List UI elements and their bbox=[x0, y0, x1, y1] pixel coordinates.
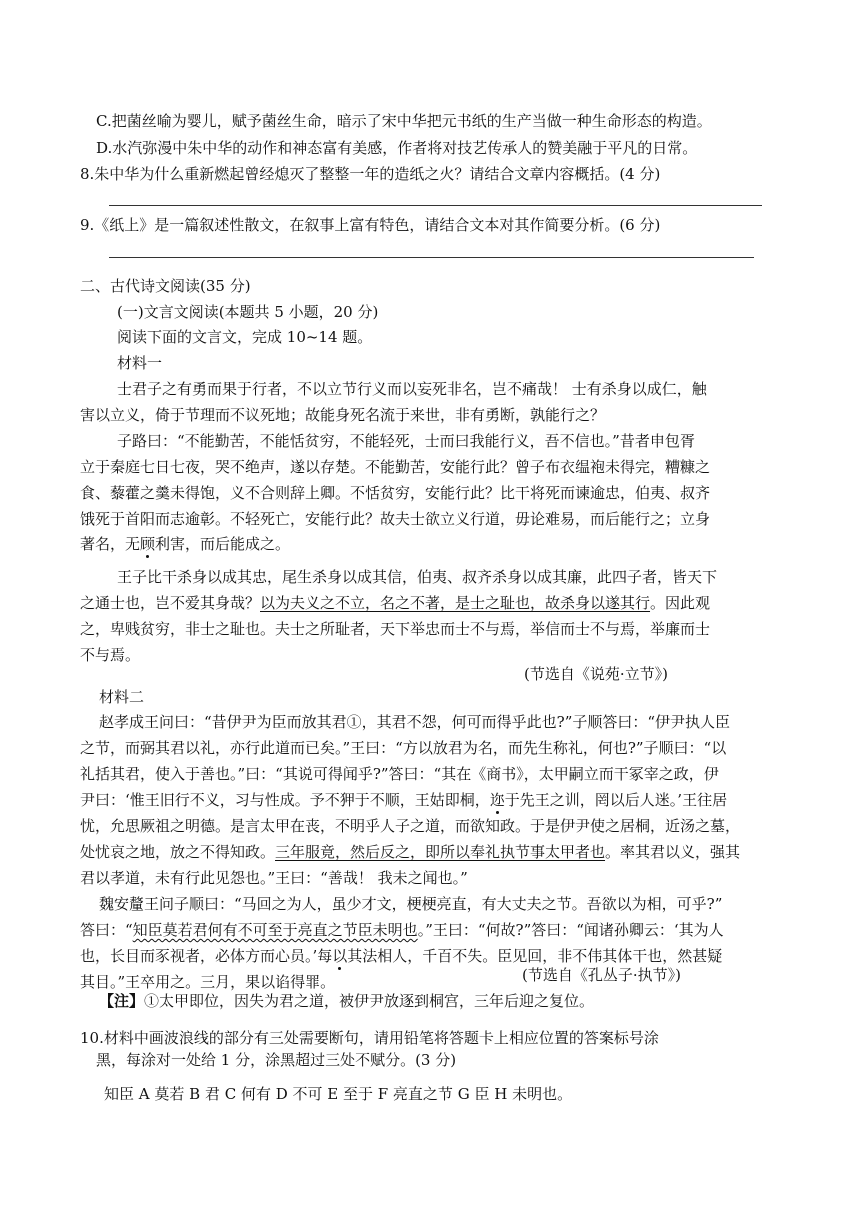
material-2-label: 材料二 bbox=[99, 688, 145, 706]
m1-p3-line1: 王子比干杀身以成其忠，尾生杀身以成其信，伯夷、叔齐杀身以成其廉，此四子者，皆天下 bbox=[117, 568, 718, 586]
dotted-char: 顾 bbox=[140, 535, 156, 553]
answer-line-q9[interactable] bbox=[109, 257, 754, 258]
subsection-title: (一)文言文阅读(本题共 5 小题，20 分) bbox=[117, 303, 379, 321]
m1-p2-line5: 著名，无顾利害，而后能成之。 bbox=[80, 535, 291, 553]
m2-p2-line2: 答曰：“知臣莫若君何有不可至于亮直之节臣未明也。”王曰：“何故?”答曰：“闻诸孙卿云：‘其为人 bbox=[80, 921, 724, 939]
m1-source: (节选自《说苑·立节》) bbox=[524, 665, 668, 683]
m1-p2-line1: 子路曰：“不能勤苦，不能恬贫穷，不能轻死，士而曰我能行义，吾不信也。”昔者申包胥 bbox=[117, 432, 695, 450]
question-8: 8.朱中华为什么重新燃起曾经熄灭了整整一年的造纸之火？请结合文章内容概括。(4 分) bbox=[80, 165, 661, 183]
underlined-sentence: 三年服竟，然后反之，即所以奉礼执节事太甲者也 bbox=[275, 843, 606, 861]
question-10-line1: 10.材料中画波浪线的部分有三处需要断句，请用铅笔将答题卡上相应位置的答案标号涂 bbox=[80, 1029, 659, 1047]
option-d: D.水汽弥漫中朱中华的动作和神态富有美感，作者将对技艺传承人的赞美融于平凡的日常。 bbox=[96, 139, 698, 157]
m1-p3-line2: 之通士也，岂不爱其身哉？以为夫义之不立，名之不著，是士之耻也，故杀身以遂其行。因此观 bbox=[80, 594, 711, 612]
m1-p1-line1: 士君子之有勇而果于行者，不以立节行义而以妄死非名，岂不痛哉！ 士有杀身以成仁，触 bbox=[117, 380, 707, 398]
footnote: 【注】①太甲即位，因失为君之道，被伊尹放逐到桐宫，三年后迎之复位。 bbox=[99, 992, 595, 1010]
m2-p1-line4: 尹曰：‘惟王旧行不义，习与性成。予不狎于不顺，王姑即桐，迩于先王之训，罔以后人迷。’王往居 bbox=[80, 791, 728, 809]
underlined-sentence: 以为夫义之不立，名之不著，是士之耻也，故杀身以遂其行 bbox=[260, 594, 651, 612]
question-10-options: 知臣 A 莫若 B 君 C 何有 D 不可 E 至于 F 亮直之节 G 臣 H 未明也。 bbox=[104, 1085, 573, 1103]
answer-line-q8[interactable] bbox=[109, 205, 762, 206]
m2-p2-line1: 魏安釐王问子顺曰：“马回之为人，虽少才文，梗梗亮直，有大丈夫之节。吾欲以为相，可乎?” bbox=[99, 895, 723, 913]
dotted-char: 迩 bbox=[489, 791, 505, 809]
dotted-char: 以 bbox=[332, 947, 348, 965]
m2-p1-line3: 礼括其君，使入于善也。”曰：“其说可得闻乎?”答曰：“其在《商书》，太甲嗣立而干冢宰之政，伊 bbox=[80, 765, 719, 783]
m2-p1-line1: 赵孝成王问曰：“昔伊尹为臣而放其君①，其君不怨，何可而得乎此也?”子顺答曰：“伊尹执人臣 bbox=[99, 713, 731, 731]
reading-instruction: 阅读下面的文言文，完成 10~14 题。 bbox=[117, 328, 373, 346]
option-c: C.把菌丝喻为婴儿，赋予菌丝生命，暗示了宋中华把元书纸的生产当做一种生命形态的构造。 bbox=[96, 112, 712, 130]
m2-p2-line4: 其目。”王卒用之。三月，果以谄得罪。 bbox=[80, 973, 336, 991]
section-title: 二、古代诗文阅读(35 分) bbox=[80, 277, 251, 295]
m2-p2-line3: 也，长目而豕视者，必体方而心员。’每以其法相人，千百不失。臣见回，非不伟其体干也，然甚疑 bbox=[80, 947, 723, 965]
m2-p1-line5: 忧，允思厥祖之明德。是言太甲在丧，不明乎人子之道，而欲知政。于是伊尹使之居桐，近汤之墓， bbox=[80, 817, 741, 835]
m2-p1-line2: 之节，而弼其君以礼，亦行此道而已矣。”王曰：“方以放君为名，而先生称礼，何也?”子顺曰：“以 bbox=[80, 739, 727, 757]
wavy-underlined-sentence: 知臣莫若君何有不可至于亮直之节臣未明也 bbox=[132, 921, 418, 939]
material-1-label: 材料一 bbox=[117, 354, 163, 372]
m1-p3-line4: 不与焉。 bbox=[80, 646, 141, 664]
m1-p2-line4: 饿死于首阳而志逾彰。不轻死亡，安能行此？故夫士欲立义行道，毋论难易，而后能行之；立身 bbox=[80, 510, 711, 528]
question-9: 9.《纸上》是一篇叙述性散文，在叙事上富有特色，请结合文本对其作简要分析。(6 分) bbox=[80, 216, 661, 234]
m1-p2-line2: 立于秦庭七日七夜，哭不绝声，遂以存楚。不能勤苦，安能行此？曾子布衣缊袍未得完，糟糠之 bbox=[80, 458, 711, 476]
m1-p2-line3: 食、藜藿之羹未得饱，义不合则辞上卿。不恬贫穷，安能行此？比干将死而谏逾忠，伯夷、叔齐 bbox=[80, 484, 711, 502]
m1-p1-line2: 害以立义，倚于节理而不议死地；故能身死名流于来世，非有勇断，孰能行之？ bbox=[80, 406, 606, 424]
question-10-line2: 黑，每涂对一处给 1 分，涂黑超过三处不赋分。(3 分) bbox=[96, 1051, 457, 1069]
m1-p3-line3: 之，卑贱贫穷，非士之耻也。夫士之所耻者，天下举忠而士不与焉，举信而士不与焉，举廉而士 bbox=[80, 620, 711, 638]
m2-p1-line6: 处忧哀之地，放之不得知政。三年服竟，然后反之，即所以奉礼执节事太甲者也。率其君以义，强其 bbox=[80, 843, 741, 861]
m2-source: (节选自《孔丛子·执节》) bbox=[522, 966, 681, 984]
m2-p1-line7: 君以孝道，未有行此见怨也。”王曰：“善哉！ 我未之闻也。” bbox=[80, 869, 468, 887]
